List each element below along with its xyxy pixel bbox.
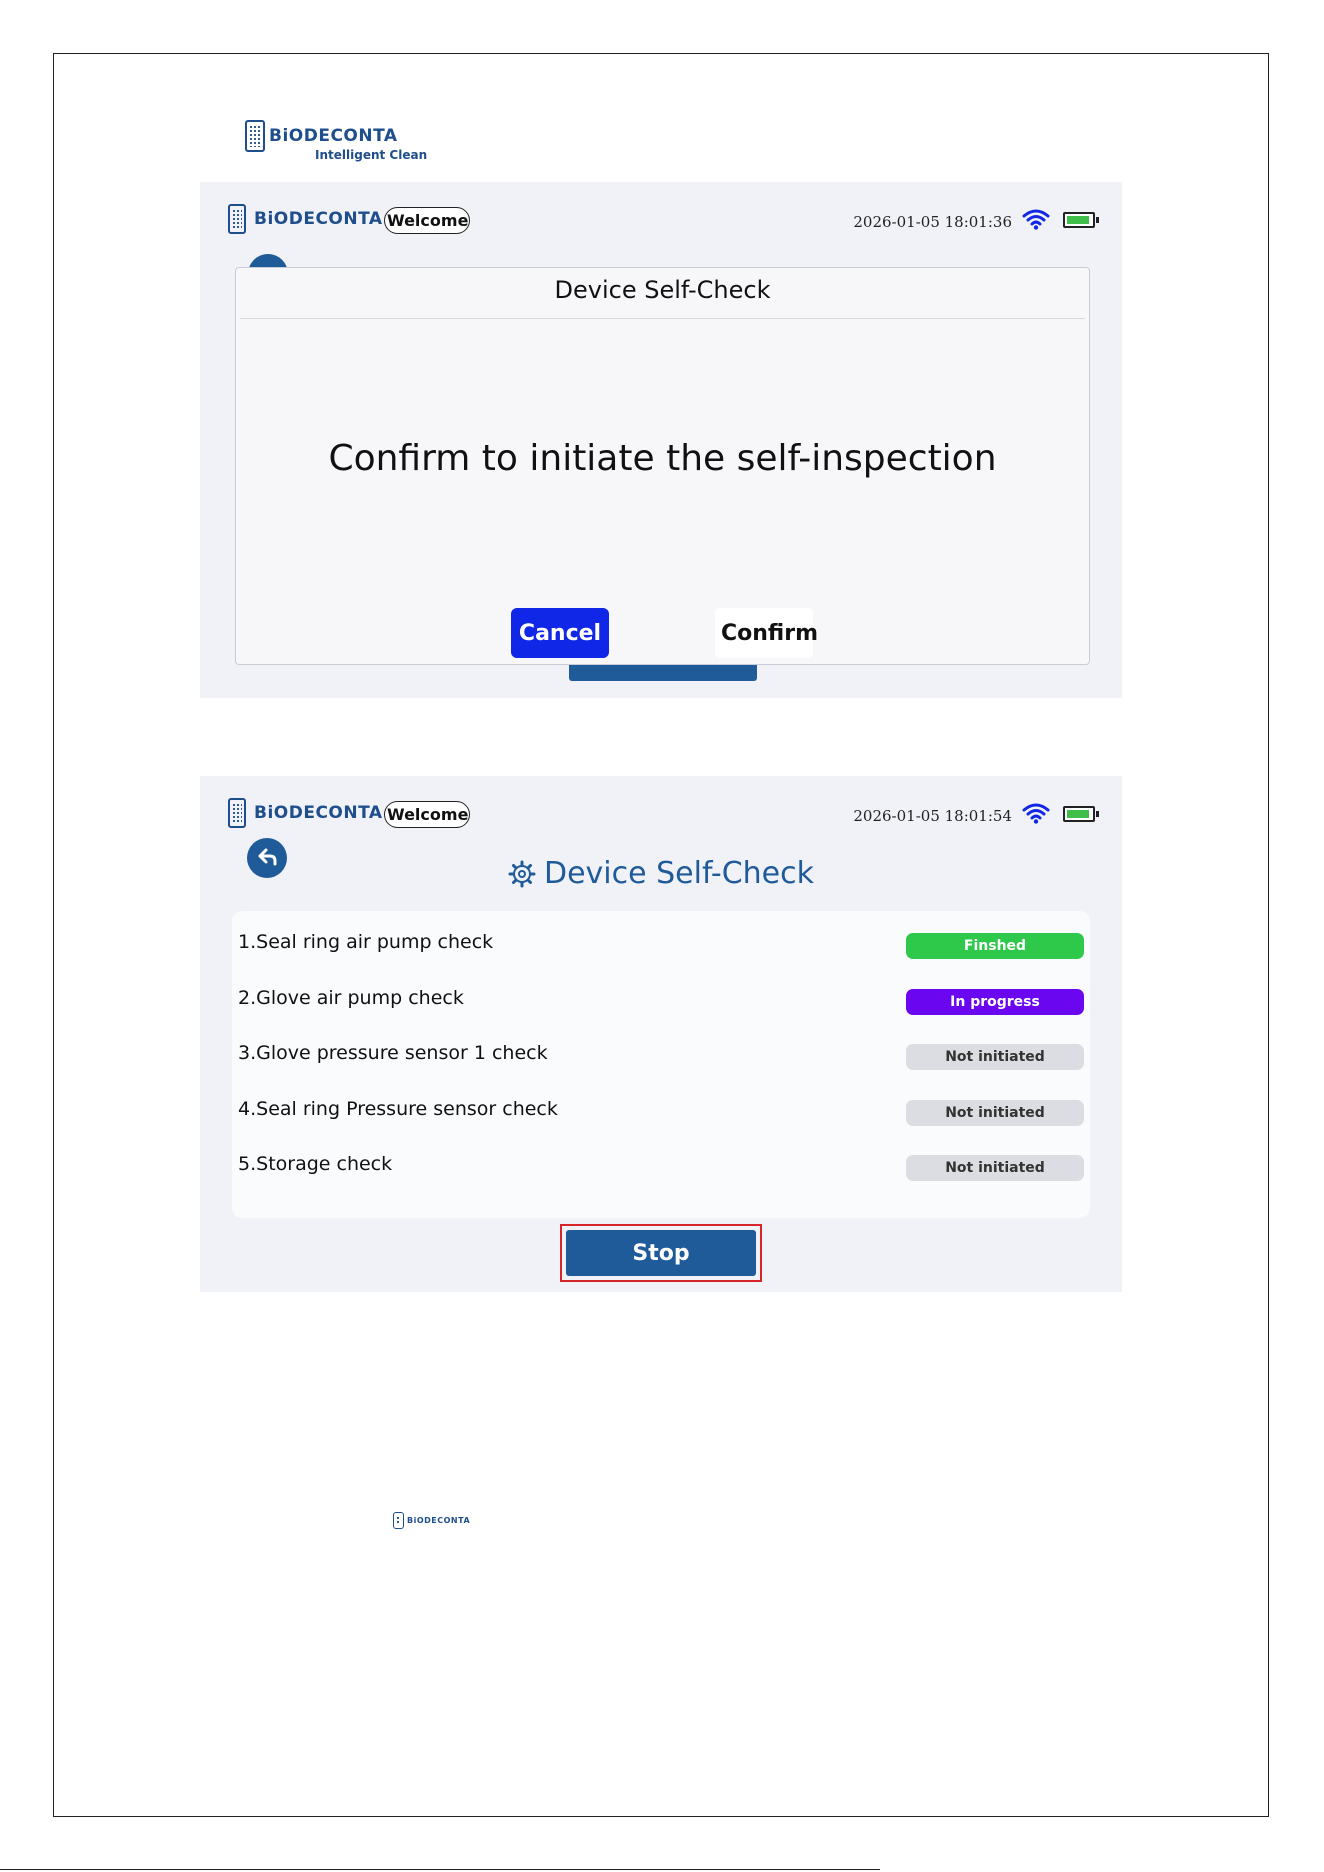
status-badge: Finshed: [906, 933, 1084, 959]
brand-logo-icon: [228, 204, 246, 234]
check-label: 2.Glove air pump check: [238, 987, 464, 1009]
brand-logo-icon: [228, 798, 246, 828]
confirm-dialog: [235, 267, 1090, 665]
wifi-icon: [1022, 802, 1050, 824]
status-bar: [200, 182, 1122, 242]
footer-brand-name: BiODECONTA: [407, 1516, 471, 1525]
check-item: [238, 921, 1084, 961]
check-item: [238, 1143, 1084, 1183]
check-label: 4.Seal ring Pressure sensor check: [238, 1098, 558, 1120]
status-bar: [200, 776, 1122, 836]
check-label: 3.Glove pressure sensor 1 check: [238, 1042, 548, 1064]
screenshot-confirm-dialog: [200, 182, 1122, 698]
status-badge: Not initiated: [906, 1155, 1084, 1181]
stop-button-highlight: [560, 1224, 762, 1282]
welcome-badge[interactable]: Welcome: [384, 207, 470, 234]
brand-logo-icon: [393, 1512, 404, 1529]
welcome-badge[interactable]: Welcome: [384, 801, 470, 828]
dialog-message: Confirm to initiate the self-inspection: [328, 438, 997, 479]
app-brand-name: BiODECONTA: [254, 803, 383, 823]
datetime: 2026-01-05 18:01:36: [853, 213, 1012, 231]
status-badge: Not initiated: [906, 1100, 1084, 1126]
battery-icon: [1063, 212, 1095, 228]
document-logo: [245, 120, 428, 162]
brand-tagline: Intelligent Clean: [315, 148, 428, 162]
gear-icon: [508, 860, 536, 888]
brand-logo-icon: [245, 120, 265, 152]
check-label: 1.Seal ring air pump check: [238, 931, 494, 953]
datetime: 2026-01-05 18:01:54: [853, 807, 1012, 825]
check-item: [238, 1032, 1084, 1072]
check-item: [238, 1088, 1084, 1128]
app-logo: [228, 204, 383, 234]
self-check-list: [232, 911, 1090, 1218]
brand-name: BiODECONTA: [269, 126, 398, 146]
dialog-title: Device Self-Check: [554, 276, 771, 304]
bottom-rule: [0, 1869, 880, 1870]
page-title-text: Device Self-Check: [544, 856, 814, 891]
start-button-obscured: [569, 665, 757, 681]
battery-icon: [1063, 806, 1095, 822]
stop-button[interactable]: Stop: [566, 1230, 756, 1276]
footer-logo: [393, 1512, 470, 1529]
screenshot-self-check: [200, 776, 1122, 1292]
check-label: 5.Storage check: [238, 1153, 393, 1175]
cancel-button[interactable]: Cancel: [511, 608, 609, 658]
app-brand-name: BiODECONTA: [254, 209, 383, 229]
page-title: [200, 856, 1122, 891]
dialog-divider: [240, 318, 1085, 319]
status-badge: Not initiated: [906, 1044, 1084, 1070]
app-logo: [228, 798, 383, 828]
wifi-icon: [1022, 208, 1050, 230]
check-item: [238, 977, 1084, 1017]
confirm-button[interactable]: Confirm: [715, 608, 813, 658]
status-badge: In progress: [906, 989, 1084, 1015]
